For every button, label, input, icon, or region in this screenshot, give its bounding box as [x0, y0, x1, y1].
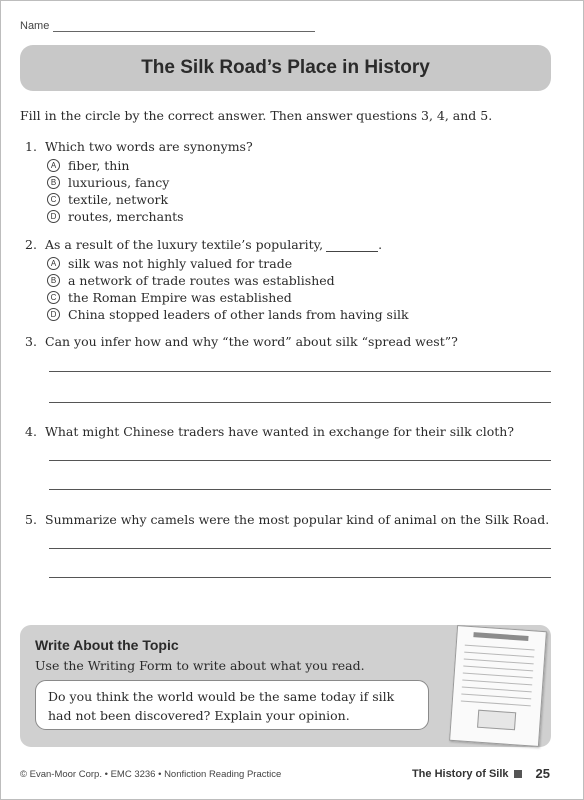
- option-text: luxurious, fancy: [68, 175, 170, 190]
- name-line[interactable]: [53, 20, 315, 32]
- answer-bubble[interactable]: B: [47, 176, 60, 189]
- answer-bubble[interactable]: D: [47, 210, 60, 223]
- option-text: fiber, thin: [68, 158, 130, 173]
- answer-bubble[interactable]: A: [47, 257, 60, 270]
- page-title: The Silk Road’s Place in History: [141, 57, 430, 78]
- name-label: Name: [20, 20, 50, 32]
- question-4: [25, 424, 514, 439]
- answer-bubble[interactable]: C: [47, 291, 60, 304]
- answer-options: [47, 255, 409, 323]
- footer-topic: The History of Silk: [411, 767, 509, 780]
- thumbnail-line: [462, 686, 532, 692]
- question-number: 2.: [25, 237, 37, 252]
- thumbnail-line: [462, 679, 532, 685]
- option-text: textile, network: [68, 192, 169, 207]
- option-text: China stopped leaders of other lands from having silk: [68, 307, 409, 322]
- option-text: routes, merchants: [68, 209, 184, 224]
- thumbnail-line: [463, 666, 533, 672]
- answer-bubble[interactable]: D: [47, 308, 60, 321]
- square-bullet-icon: [514, 770, 522, 778]
- option-c[interactable]: [47, 289, 409, 306]
- answer-line[interactable]: [49, 371, 551, 372]
- question-number: 3.: [25, 334, 37, 349]
- write-about-topic-box: [20, 625, 551, 747]
- option-text: the Roman Empire was established: [68, 290, 292, 305]
- option-text: a network of trade routes was established: [68, 273, 335, 288]
- page-number: 25: [535, 766, 550, 781]
- thumbnail-line: [461, 693, 531, 699]
- question-2: [25, 237, 409, 323]
- writing-form-thumbnail: [449, 625, 547, 747]
- option-d[interactable]: [47, 208, 253, 225]
- answer-line[interactable]: [49, 577, 551, 578]
- write-about-heading: Write About the Topic: [35, 637, 179, 653]
- thumbnail-line: [464, 652, 534, 658]
- question-5: [25, 512, 549, 527]
- question-text: Can you infer how and why “the word” about silk “spread west”?: [45, 334, 458, 349]
- question-number: 4.: [25, 424, 37, 439]
- thumbnail-line: [461, 700, 531, 706]
- thumbnail-line: [465, 645, 535, 651]
- question-text: What might Chinese traders have wanted in exchange for their silk cloth?: [45, 424, 515, 439]
- question-number: 5.: [25, 512, 37, 527]
- thumbnail-map: [477, 710, 516, 731]
- answer-bubble[interactable]: A: [47, 159, 60, 172]
- answer-line[interactable]: [49, 489, 551, 490]
- thumbnail-title-bar: [473, 632, 528, 641]
- answer-line[interactable]: [49, 460, 551, 461]
- option-d[interactable]: [47, 306, 409, 323]
- question-text: Which two words are synonyms?: [45, 139, 253, 154]
- thumbnail-line: [463, 673, 533, 679]
- title-banner: [20, 45, 551, 91]
- writing-prompt: Do you think the world would be the same today if silk had not been discovered? Explain your opinion.: [35, 680, 429, 730]
- footer-copyright: © Evan-Moor Corp. • EMC 3236 • Nonfiction Reading Practice: [20, 769, 282, 780]
- fill-blank: [326, 237, 378, 252]
- answer-line[interactable]: [49, 548, 551, 549]
- question-end: .: [378, 237, 383, 252]
- question-1: [25, 139, 253, 225]
- option-c[interactable]: [47, 191, 253, 208]
- write-about-subheading: Use the Writing Form to write about what you read.: [35, 658, 365, 673]
- answer-bubble[interactable]: B: [47, 274, 60, 287]
- thumbnail-line: [464, 659, 534, 665]
- option-b[interactable]: [47, 174, 253, 191]
- instructions: Fill in the circle by the correct answer. Then answer questions 3, 4, and 5.: [20, 108, 493, 123]
- name-field: [20, 20, 315, 32]
- question-text: As a result of the luxury textile’s popularity,: [45, 237, 324, 252]
- answer-options: [47, 157, 253, 225]
- option-text: silk was not highly valued for trade: [68, 256, 293, 271]
- option-b[interactable]: [47, 272, 409, 289]
- question-number: 1.: [25, 139, 37, 154]
- answer-line[interactable]: [49, 402, 551, 403]
- question-text: Summarize why camels were the most popular kind of animal on the Silk Road.: [45, 512, 550, 527]
- option-a[interactable]: [47, 157, 253, 174]
- option-a[interactable]: [47, 255, 409, 272]
- answer-bubble[interactable]: C: [47, 193, 60, 206]
- question-3: [25, 334, 458, 349]
- footer-right: [412, 766, 550, 781]
